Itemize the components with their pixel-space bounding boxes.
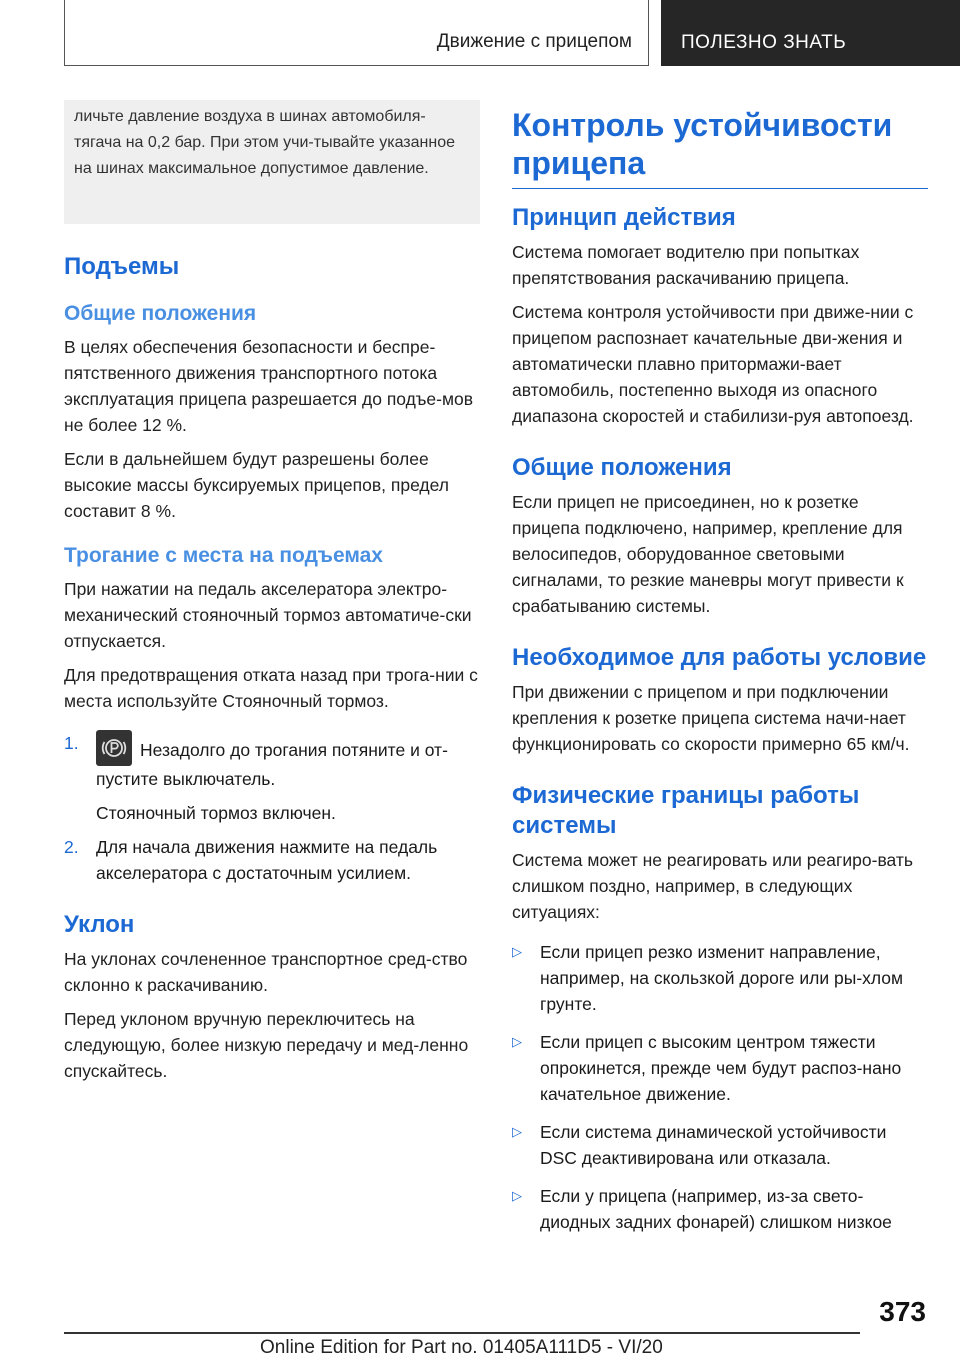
heading-general-left: Общие положения: [64, 302, 257, 325]
heading-principle: Принцип действия: [512, 204, 736, 231]
heading-condition: Необходимое для работы условие: [512, 644, 927, 671]
paragraph: Перед уклоном вручную переключитесь на следующую, более низкую передачу и мед-ленно спускайтесь.: [64, 1009, 469, 1081]
triangle-bullet-icon: ▷: [512, 944, 522, 959]
page-number: 373: [879, 1296, 926, 1327]
heading-limits: Физические границы работы системы: [512, 782, 860, 839]
paragraph: Если прицеп не присоединен, но к розетке прицепа подключено, например, крепление для велосипедов, оборудованное световыми сигналами, то резкие маневры могут привести к срабатыванию системы.: [512, 492, 904, 616]
header-section-box: [64, 0, 649, 66]
right-column: [512, 100, 928, 1247]
paragraph: Система помогает водителю при попытках препятствования раскачиванию прицепа.: [512, 242, 860, 288]
step-number: 1.: [64, 733, 79, 753]
paragraph: В целях обеспечения безопасности и беспре-пятственного движения транспортного потока эксплуатация прицепа разрешается до подъе-мов не более 12 %.: [64, 337, 474, 435]
list-item: ▷ Если прицеп резко изменит направление, например, на скользкой дороге или ры-хлом грунте.: [512, 939, 928, 1017]
triangle-bullet-icon: ▷: [512, 1124, 522, 1139]
paragraph: Система может не реагировать или реагиро-вать слишком поздно, например, в следующих ситуациях:: [512, 850, 914, 922]
paragraph: При нажатии на педаль акселератора электро-механический стояночный тормоз автоматиче-ски отпускается.: [64, 579, 472, 651]
paragraph: Система контроля устойчивости при движе-нии с прицепом распознает качательные дви-жения и автоматически плавно притормажи-вает автомобиль, постепенно выходя из опасного диапазона скоростей и стабилизи-руя автопоезд.: [512, 302, 914, 426]
note-box: личьте давление воздуха в шинах автомобиля-тягача на 0,2 бар. При этом учи-тывайте указанное на шинах максимальное допустимое давление.: [64, 100, 480, 224]
left-column: [64, 100, 480, 1092]
step-2: [64, 834, 480, 886]
triangle-bullet-icon: ▷: [512, 1188, 522, 1203]
parking-brake-icon: [96, 730, 132, 766]
paragraph: При движении с прицепом и при подключении крепления к розетке прицепа система начи-нает функционировать со скорости примерно 65 км/ч.: [512, 682, 910, 754]
footer-edition: Online Edition for Part no. 01405A111D5 - VI/20: [260, 1337, 663, 1358]
step-text: Для начала движения нажмите на педаль акселератора с достаточным усилием.: [96, 837, 438, 883]
heading-slope: Уклон: [64, 911, 135, 938]
heading-general-right: Общие положения: [512, 454, 732, 481]
header-section-title: Движение с прицепом: [436, 31, 632, 52]
footer-divider: [64, 1332, 860, 1334]
section-title: Контроль устойчивости прицепа: [512, 106, 928, 189]
step-number: 2.: [64, 837, 79, 857]
step-1: [64, 730, 480, 792]
header-chapter-tab[interactable]: [661, 0, 960, 66]
header-chapter-title: ПОЛЕЗНО ЗНАТЬ: [681, 32, 847, 53]
triangle-bullet-icon: ▷: [512, 1034, 522, 1049]
step-text: Незадолго до трогания потяните и от-пустите выключатель.: [96, 740, 448, 789]
list-item: ▷ Если система динамической устойчивости DSC деактивирована или отказала.: [512, 1119, 928, 1171]
heading-ascents: Подъемы: [64, 253, 180, 280]
list-item: ▷ Если у прицепа (например, из-за свето-диодных задних фонарей) слишком низкое: [512, 1183, 928, 1235]
paragraph: Для предотвращения отката назад при трога-нии с места используйте Стояночный тормоз.: [64, 665, 478, 711]
step-1-result: Стояночный тормоз включен.: [96, 803, 336, 823]
heading-start-on-ascent: Трогание с места на подъемах: [64, 544, 383, 567]
paragraph: Если в дальнейшем будут разрешены более высокие массы буксируемых прицепов, предел составит 8 %.: [64, 449, 449, 521]
paragraph: На уклонах сочлененное транспортное сред-ство склонно к раскачиванию.: [64, 949, 468, 995]
list-item: ▷ Если прицеп с высоким центром тяжести опрокинется, прежде чем будут распоз-нано качательное движение.: [512, 1029, 928, 1107]
